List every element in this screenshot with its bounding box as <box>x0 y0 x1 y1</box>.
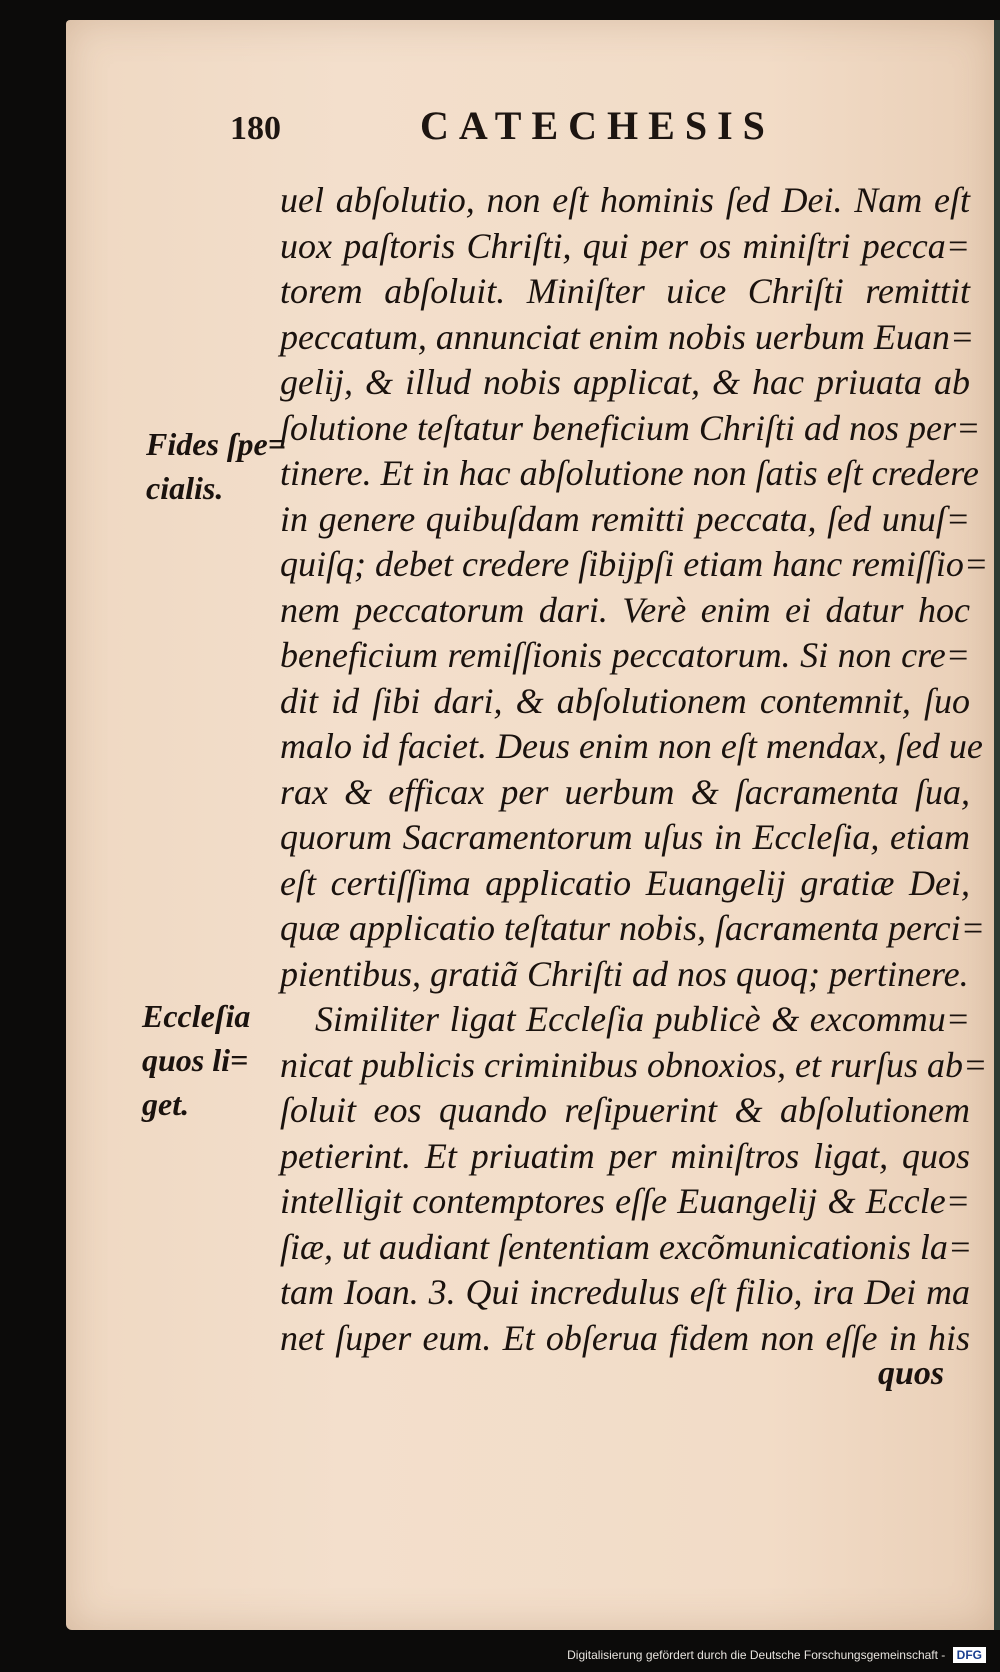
margin-note-fides <box>146 422 286 510</box>
text-line: Similiter ligat Eccleſia publicè & excommu= <box>315 999 970 1039</box>
text-line: nem peccatorum dari. Verè enim ei datur hoc <box>280 589 970 630</box>
body-text <box>280 178 989 1361</box>
text-line: uox paſtoris Chriſti, qui per os miniſtri pecca= <box>280 225 970 266</box>
text-line: rax & efficax per uerbum & ſacramenta ſua, <box>280 771 970 812</box>
text-line: in genere quibuſdam remitti peccata, ſed unuſ= <box>280 498 970 539</box>
running-head: CATECHESIS <box>420 103 775 148</box>
margin-note-line: quos li= <box>142 1042 249 1078</box>
footer-text: Digitalisierung gefördert durch die Deutsche Forschungsgemeinschaft - <box>567 1648 946 1662</box>
text-line: eſt certiſſima applicatio Euangelij gratiæ Dei, <box>280 862 970 903</box>
text-line: tinere. Et in hac abſolutione non ſatis eſt credere <box>280 453 979 493</box>
text-line: quorum Sacramentorum uſus in Eccleſia, etiam <box>280 817 970 857</box>
text-line: peccatum, annunciat enim nobis uerbum Euan= <box>280 316 975 357</box>
text-line: ſoluit eos quando reſipuerint & abſolutionem <box>280 1090 970 1130</box>
text-line: uel abſolutio, non eſt hominis ſed Dei. Nam eſt <box>280 180 970 220</box>
text-line: intelligit contemptores eſſe Euangelij & Eccle= <box>280 1181 970 1221</box>
margin-note-line: Eccleſia <box>142 998 251 1034</box>
text-line: malo id faciet. Deus enim non eſt mendax, ſed ue <box>280 726 983 766</box>
text-line: net ſuper eum. Et obſerua fidem non eſſe in his <box>280 1317 970 1358</box>
text-line: nicat publicis criminibus obnoxios, et rurſus ab= <box>280 1044 988 1085</box>
text-line: quiſq; debet credere ſibijpſi etiam hanc remiſſio= <box>280 544 989 584</box>
margin-note-line: get. <box>142 1086 190 1122</box>
text-line: petierint. Et priuatim per miniſtros ligat, quos <box>280 1135 970 1176</box>
text-line: beneficium remiſſionis peccatorum. Si non cre= <box>280 635 970 675</box>
text-line: gelij, & illud nobis applicat, & hac priuata ab <box>280 362 970 402</box>
margin-note-line: Fides ſpe= <box>146 426 286 462</box>
text-line: ſiæ, ut audiant ſententiam excõmunicationis la= <box>280 1226 973 1267</box>
text-line: tam Ioan. 3. Qui incredulus eſt filio, ira Dei ma <box>280 1272 970 1312</box>
dfg-logo: DFG <box>953 1647 986 1663</box>
text-line: quæ applicatio teſtatur nobis, ſacramenta perci= <box>280 908 985 948</box>
book-edge <box>994 20 1000 1630</box>
margin-note-ecclesia <box>142 994 250 1126</box>
text-line: ſolutione teſtatur beneficium Chriſti ad nos per= <box>280 407 981 448</box>
text-line: pientibus, gratiã Chriſti ad nos quoq; pertinere. <box>280 953 969 994</box>
text-line: torem abſoluit. Miniſter uice Chriſti remittit <box>280 271 970 311</box>
margin-note-line: cialis. <box>146 470 224 506</box>
digitization-footer <box>0 1642 1000 1668</box>
page-number: 180 <box>230 110 281 147</box>
catchword: quos <box>878 1355 945 1392</box>
text-line: dit id ſibi dari, & abſolutionem contemnit, ſuo <box>280 680 970 721</box>
